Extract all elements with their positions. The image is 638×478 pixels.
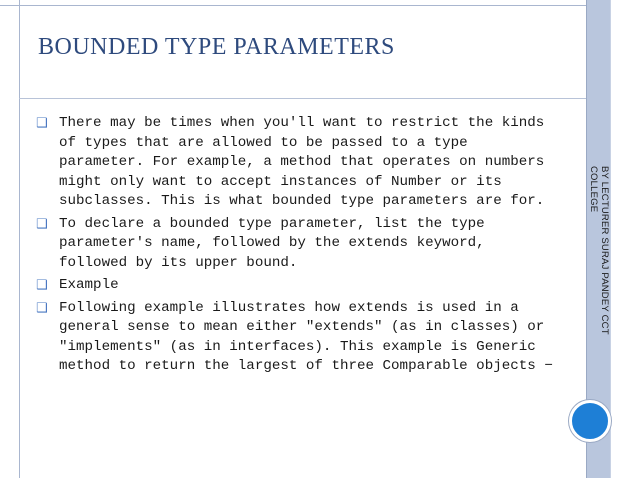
square-bullet-icon: ❑	[36, 300, 48, 316]
title-divider-line	[19, 98, 586, 99]
square-bullet-icon: ❑	[36, 278, 48, 293]
decorative-circle-icon	[569, 400, 611, 442]
list-item	[36, 276, 556, 296]
bullet-text: There may be times when you'll want to restrict the kinds of types that are allowed to be passed to a type parameter. For example, a method that operates on numbers might only want to accept instances of Number or its subclasses. This is what bounded type parameters are for.	[59, 115, 545, 209]
bullet-text: Following example illustrates how extends is used in a general sense to mean either "extends" (as in classes) or "implements" (as in interfaces). This example is Generic method to return the largest of three Comparable objects −	[59, 299, 553, 374]
side-band-outer	[610, 0, 638, 478]
square-bullet-icon: ❑	[36, 116, 48, 131]
list-item	[36, 215, 556, 274]
bullet-list	[36, 114, 556, 380]
left-border-line	[19, 0, 20, 478]
square-bullet-icon: ❑	[36, 216, 48, 232]
bullet-text: Example	[59, 277, 119, 293]
slide-title: BOUNDED TYPE PARAMETERS	[38, 34, 395, 60]
bullet-text: To declare a bounded type parameter, list the type parameter's name, followed by the extends keyword, followed by its upper bound.	[59, 215, 485, 271]
top-border-line	[0, 5, 586, 6]
list-item	[36, 114, 556, 212]
list-item	[36, 299, 556, 377]
side-credit-text: BY LECTURER SURAJ PANDEY CCT COLLEGE	[588, 166, 610, 335]
